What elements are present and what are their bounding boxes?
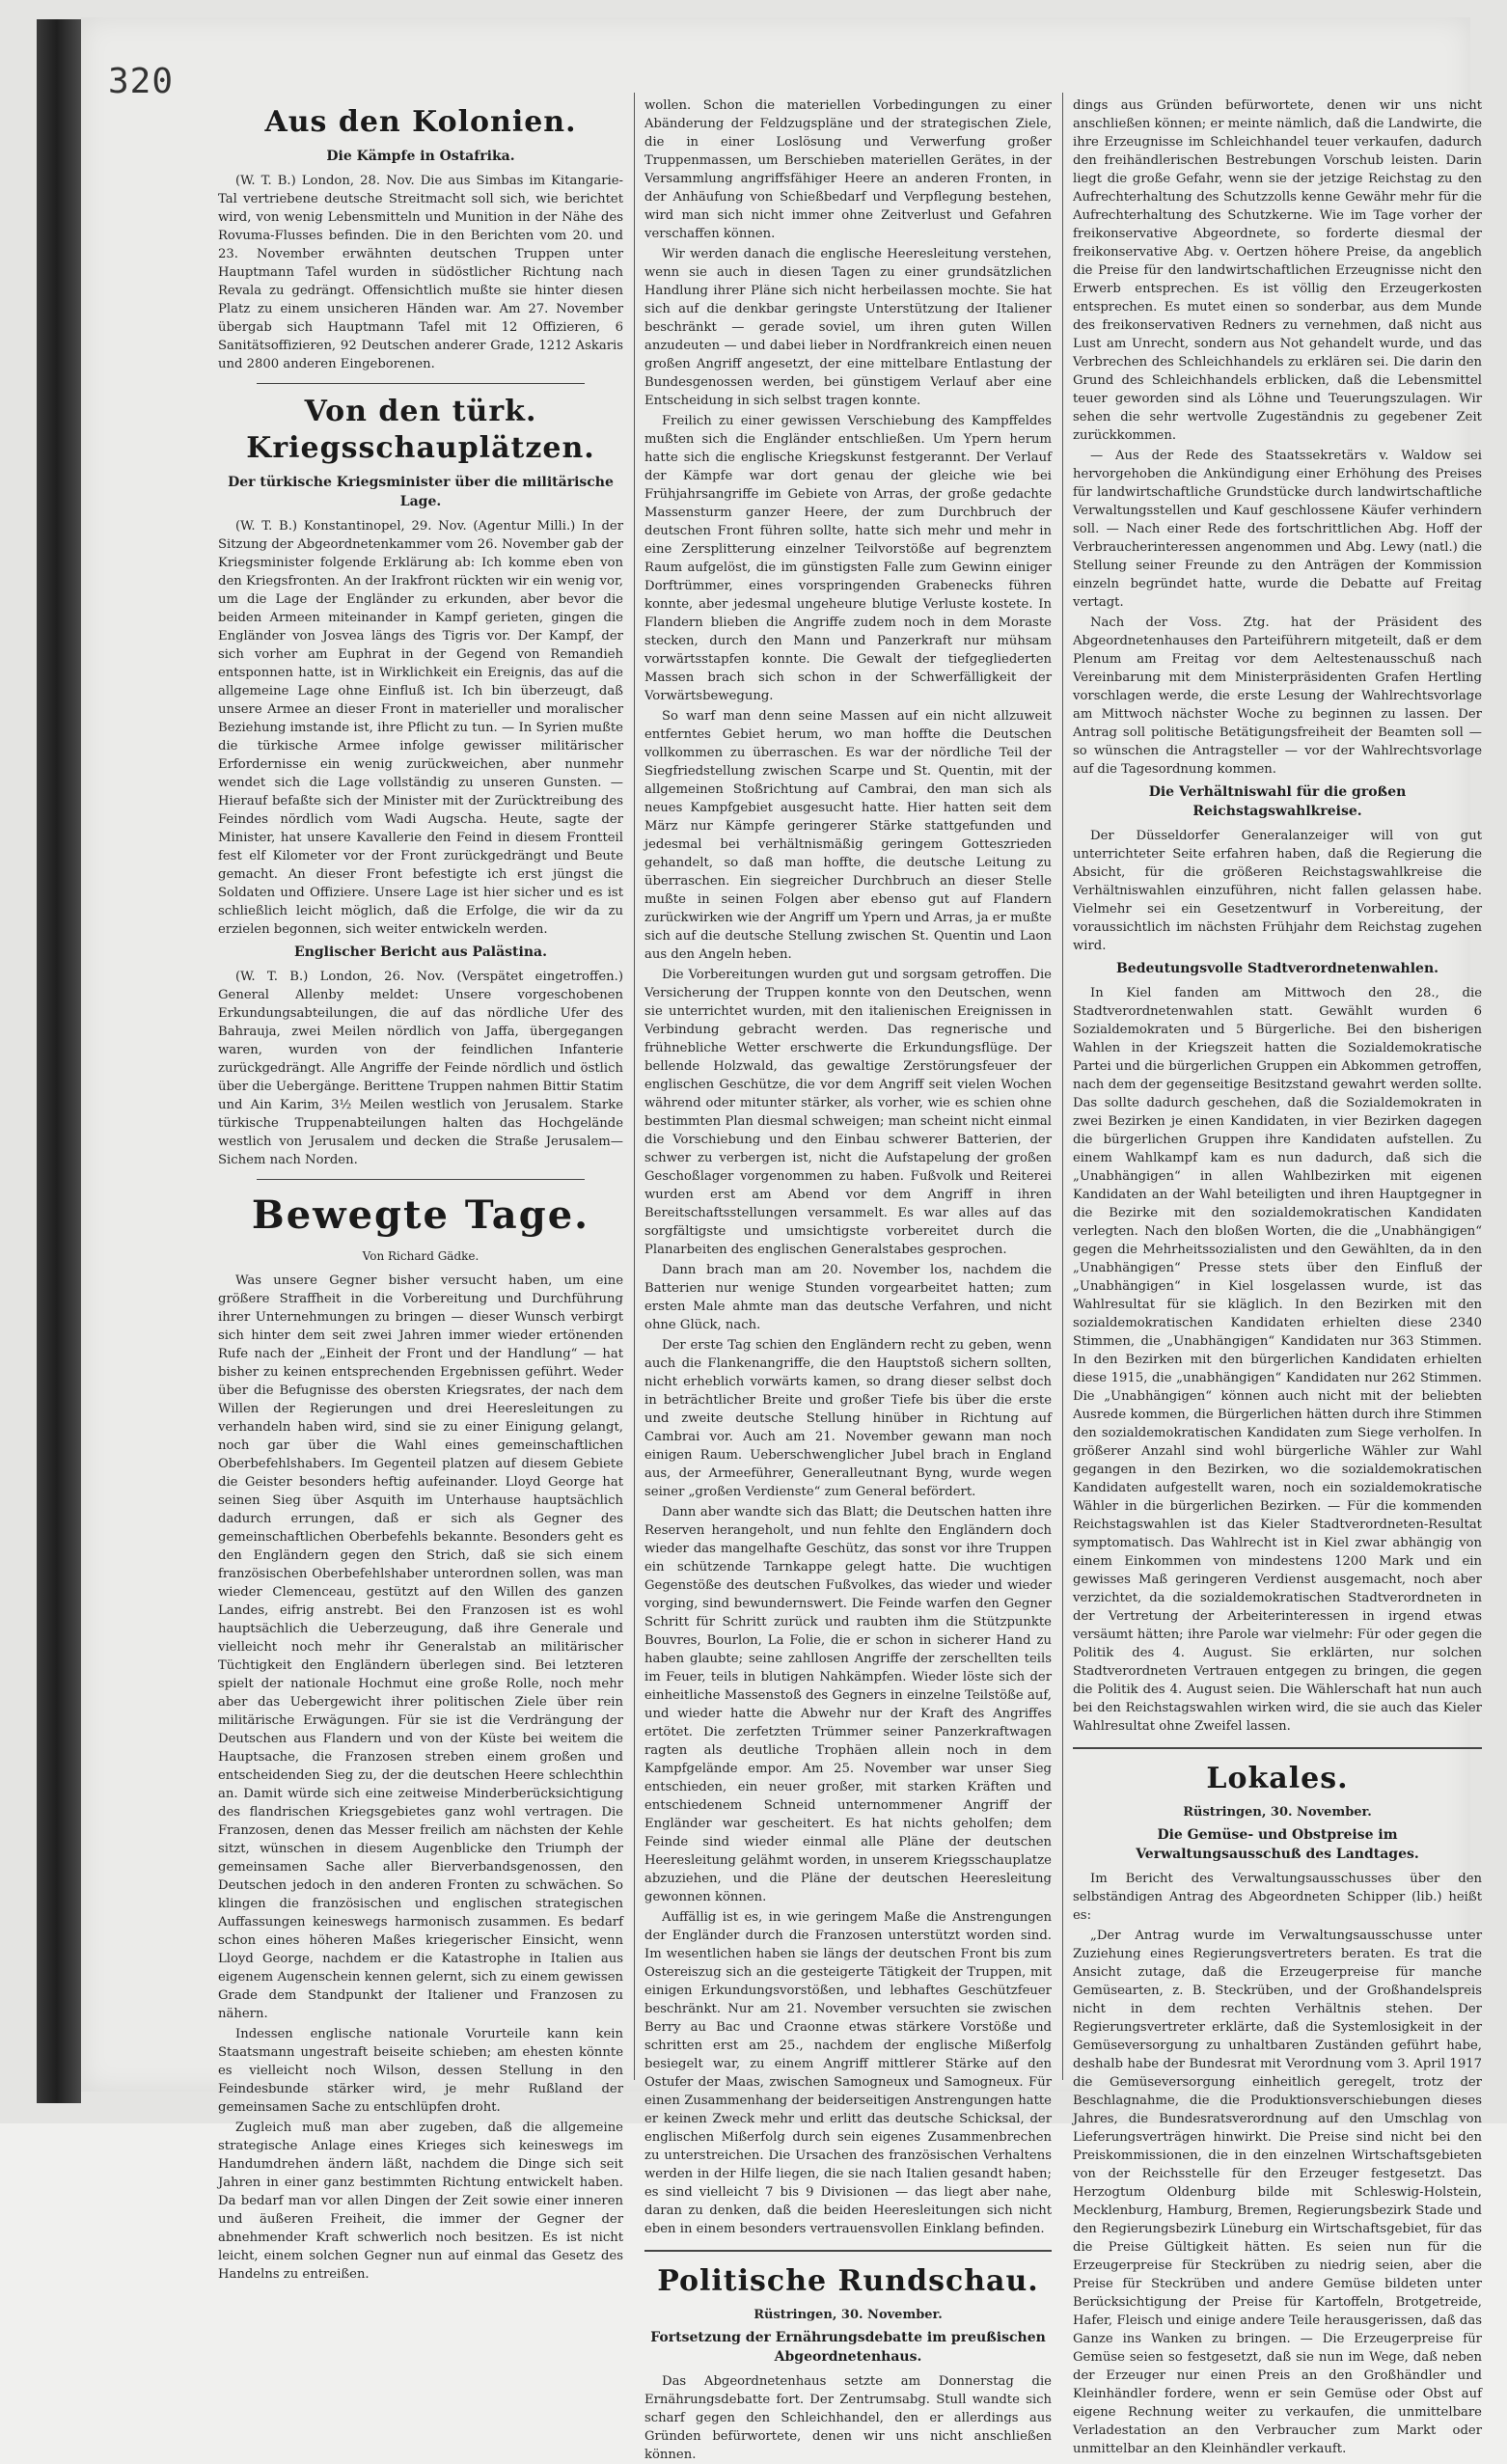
- article-paragraph: (W. T. B.) London, 28. Nov. Die aus Simbas im Kitangarie-Tal vertriebene deutsche Streitmacht soll sich, wie berichtet wird, von wenig Lebensmitteln und Munition in der Nähe des Rovuma-Flusses befinden. Die in den Berichten vom 20. und 23. November erwähnten deutschen Truppen unter Hauptmann Tafel wurden in südöstlicher Richtung nach Revala zu gedrängt. Offensichtlich mußte sie hinter diesen Platz zu einem unsicheren Händen war. Am 27. November übergab sich Hauptmann Tafel mit 12 Offizieren, 6 Sanitätsoffizieren, 92 Deutschen anderer Grade, 1212 Askaris und 2800 anderen Eingeborenen.: [218, 174, 623, 371]
- column-middle: [644, 96, 1052, 2462]
- book-binding: [37, 19, 81, 2103]
- subhead-ernaehrungsdebatte: Fortsetzung der Ernährungsdebatte im preußischen Abgeordnetenhaus.: [650, 2330, 1046, 2365]
- column-rule-2: [1062, 93, 1063, 2080]
- article-paragraph: Freilich zu einer gewissen Verschiebung des Kampffeldes mußten sich die Engländer entschließen. Um Ypern herum hatte sich die englische Kriegskunst festgerannt. Der Verlauf der Kämpfe war dort genau der gleiche wie bei Frühjahrsangriffe im Gebiete von Arras, der große gedachte Massensturm ganzer Heere, der zum Durchbruch der deutschen Front führen sollte, hatte sich mehr und mehr in eine Zersplitterung einzelner Teilvorstöße auf begrenztem Raum aufgelöst, die im günstigsten Falle zum Gewinn einiger Dorftrümmer, eines vorspringenden Grabenecks führen konnte, aber jedesmal ungeheure blutige Verluste kostete. In Flandern blieben die Angriffe zudem noch in dem Moraste stecken, durch den Mann und Panzerkraft nur mühsam vorwärtsstapfen konnte. Die Gewalt der tiefgegliederten Massen brach sich schon in der Schwerfälligkeit der Vorwärtsbewegung.: [644, 414, 1052, 703]
- headline-kolonien: Aus den Kolonien.: [264, 105, 577, 139]
- column-left: [218, 96, 623, 2282]
- article-paragraph: Dann aber wandte sich das Blatt; die Deutschen hatten ihre Reserven herangeholt, und nun fehlte den Engländern doch wieder das mangelhafte Geschütz, das sonst vor ihre Truppen ein schützende Tarnkappe gelegt hatte. Die wuchtigen Gegenstöße des deutschen Fußvolkes, das wieder und wieder vorging, sind bewundernswert. Die Feinde warfen den Gegner Schritt für Schritt zurück und raubten ihm die Stützpunkte Bouvres, Bourlon, La Folie, die er schon in sicherer Hand zu haben glaubte; seine zahllosen Angriffe der zerschellten teils im Feuer, teils in blutigen Nahkämpfen. Wieder löste sich der einheitliche Massenstoß des Gegners in einzelne Teilstöße auf, und wieder hatte die Abwehr nur der Kraft des Angriffes ertötet. Die zerfetzten Trümmer seiner Panzerkraftwagen ragten als deutliche Trophäen allein noch in dem Kampfgelände empor. Am 25. November war unser Sieg entschieden, ein neuer großer, mit starken Kräften und entschiedenem Schneid unternommener Angriff der Engländer war gescheitert. Es hat nichts geholfen; dem Feinde sind wieder einmal alle Pläne der deutschen Heeresleitung gelähmt worden, in unserem Kriegsschauplatze abzuziehen, und die Pläne der deutschen Heeresleitung gewonnen können.: [644, 1505, 1052, 1904]
- article-paragraph: Nach der Voss. Ztg. hat der Präsident des Abgeordnetenhauses den Parteiführern mitgeteilt, daß er dem Plenum am Freitag vor dem Aeltestenausschuß nach Vereinbarung mit dem Ministerpräsidenten Grafen Hertling vorschlagen werde, die erste Lesung der Wahlrechtsvorlage am Mittwoch nächster Woche zu beginnen zu lassen. Der Antrag soll politische Betätigungsfreiheit der Beamten soll — so wünschen die Antragsteller — vor der Wahlrechtsvorlage auf die Tagesordnung kommen.: [1073, 616, 1482, 777]
- divider: [1073, 1747, 1482, 1749]
- subhead-kriegsminister: Der türkische Kriegsminister über die militärische Lage.: [228, 475, 614, 509]
- article-paragraph: „Der Antrag wurde im Verwaltungsausschusse unter Zuziehung eines Regierungsvertreters beraten. Es trat die Ansicht zutage, daß die Erzeugerpreise für manche Gemüsearten, z. B. Steckrüben, und der Großhandelspreis nicht in dem rechten Verhältnis stehen. Der Regierungsvertreter erklärte, daß die Systemlosigkeit in der Gemüseversorgung zu unhaltbaren Zuständen geführt habe, deshalb habe der Bundesrat mit Verordnung vom 3. April 1917 die Gemüseversorgung einheitlich geregelt, trotz der Beschlagnahme, die die Produktionsverschiebungen dieses Jahres, die Bundesratsverordnung auf den Umschlag von Lieferungsverträgen hinwirkt. Die Preise sind nicht bei den Preiskommissionen, die in den einzelnen Wirtschaftsgebieten von der Reichsstelle für den Erzeuger festgesetzt. Das Herzogtum Oldenburg bilde mit Schleswig-Holstein, Mecklenburg, Hamburg, Bremen, Regierungsbezirk Stade und den Regierungsbezirk Lüneburg ein Wirtschaftsgebiet, für das die Preise Gültigkeit hätten. Es seien nun für die Erzeugerpreise für Steckrüben zu niedrig seien, aber die Preise für Steckrüben und andere Gemüse bildeten unter Berücksichtigung der Preise für Kartoffeln, Brotgetreide, Hafer, Fleisch und einige andere Teile herausgerissen, daß das Ganze ins Wanken zu bringen. — Die Erzeugerpreise für Gemüse seien so festgesetzt, daß sie nun im Wege, daß neben der Erzeuger nur einen Preis an den Großhändler und Kleinhändler fordere, wenn er sein Gemüse oder Obst auf eigene Rechnung weiter zu verkaufen, die unmittelbare Verladestation an den Verbraucher zum Markt oder unmittelbar an den Kleinhändler verkauft.: [1073, 1929, 1482, 2456]
- dateline: Rüstringen, 30. November.: [754, 2308, 943, 2322]
- subhead-verhaeltniswahl: Die Verhältniswahl für die großen Reichstagswahlkreise.: [1148, 784, 1407, 819]
- article-paragraph: Die Vorbereitungen wurden gut und sorgsam getroffen. Die Versicherung der Truppen konnte von den Deutschen, wenn sie unterrichtet wurden, mit den italienischen Ereignissen in Verbindung gebracht werden. Das regnerische und frühnebliche Wetter erschwerte die Erkundungsflüge. Der bellende Holzwald, das gewaltige Zerstörungsfeuer der englischen Geschütze, die vor dem Angriff seit vielen Wochen während oder mitunter stärker, als vorher, wie es schien ohne bestimmten Plan diesmal schweigen; man scheint nicht einmal die Vorschiebung und den Einbau schwerer Batterien, der schwer zu verbergen ist, nicht die Aufstapelung der großen Geschoßlager vorgenommen zu haben. Fußvolk und Reiterei wurden erst am Abend vor dem Angriff in ihren Bereitschaftsstellungen versammelt. Es war alles auf das sorgfältigste und umsichtigste vorbereitet durch die Planarbeiten des englischen Generalstabes gesprochen.: [644, 968, 1052, 1257]
- subhead-palaestina: Englischer Bericht aus Palästina.: [294, 945, 547, 960]
- article-paragraph: In Kiel fanden am Mittwoch den 28., die Stadtverordnetenwahlen statt. Gewählt wurden 6 Sozialdemokraten und 5 Bürgerliche. Bei den bisherigen Wahlen in der Kriegszeit hatten die Sozialdemokratische Partei und die bürgerlichen Gruppen ein Abkommen getroffen, nach dem der gegenseitige Besitzstand gewahrt werden sollte. Das sollte dadurch geschehen, daß die Sozialdemokraten in zwei Bezirken je einen Kandidaten, in vier Bezirken dagegen die bürgerlichen Gruppen ihre Kandidaten aufstellen. Zu einem Wahlkampf kam es nun dadurch, daß sich die „Unabhängigen“ in allen Wahlbezirken mit eigenen Kandidaten an der Wahl beteiligten und ihren Hauptgegner in die Bezirke mit den sozialdemokratischen Kandidaten verlegten. Nach den bloßen Worten, die die „Unabhängigen“ gegen die Mehrheitssozialisten und den Gewählten, da in den „Unabhängigen“ Presse stets über den Einfluß der „Unabhängigen“ in Kiel losgelassen wurde, ist das Wahlresultat für sie kläglich. In den Bezirken mit den sozialdemokratischen Kandidaten erhielten diese 2340 Stimmen, die „Unabhängigen“ Kandidaten nur 363 Stimmen. In den Bezirken mit den bürgerlichen Kandidaten erhielten diese 1915, die „unabhängigen“ Kandidaten nur 262 Stimmen. Die „Unabhängigen“ können auch nicht mit der beliebten Ausrede kommen, die Bürgerlichen hätten durch ihre Stimmen den sozialdemokratischen Kandidaten zum Siege verholfen. In größerer Anzahl sind wohl bürgerliche Wähler zur Wahl gegangen in den Bezirken, wo die sozialdemokratischen Kandidaten aufgestellt waren, noch ein sozialdemokratische Wähler in die bürgerlichen Bezirken. — Für die kommenden Reichstagswahlen ist das Kieler Stadtverordneten-Resultat symptomatisch. Das Wahlrecht ist in Kiel zwar abhängig von einem Einkommen von mindestens 1200 Mark und ein gewisses Maß geringeren Verdienst ausgemacht, noch aber verzichtet, da die sozialdemokratischen Stadtverordneten in der Vertretung der Arbeiterinteressen in irgend etwas versäumt hätten; ihre Parole war vielmehr: Für oder gegen die Politik des 4. August. Sie erklärten, nur solchen Stadtverordneten Vertrauen entgegen zu bringen, die gegen die Politik des 4. August seien. Die Wählerschaft hat nun auch bei den Reichstagswahlen wirken wird, die sie auch das Kieler Wahlresultat ohne Zweifel lassen.: [1073, 986, 1482, 1734]
- byline: Von Richard Gädke.: [362, 1249, 480, 1263]
- article-paragraph: — Aus der Rede des Staatssekretärs v. Waldow sei hervorgehoben die Ankündigung einer Erhöhung des Preises für landwirtschaftliche Grundstücke durch landwirtschaftliche Verwaltungsstellen und Kauf geschlossene Käufer verhindern soll. — Nach einer Rede des fortschrittlichen Abg. Hoff der Verbraucherinteressen angenommen und Abg. Lewy (natl.) die Stellung seiner Freunde zu den Anträgen der Kommission einzeln begründet hatte, wurde die Debatte auf Freitag vertagt.: [1073, 449, 1482, 610]
- article-paragraph: So warf man denn seine Massen auf ein nicht allzuweit entferntes Gebiet herum, wo man hoffte die Deutschen vollkommen zu überraschen. Es war der nördliche Teil der Siegfriedstellung zwischen Scarpe und St. Quentin, mit der allgemeinen Stoßrichtung auf Cambrai, den man sich als neues Kampfgebiet ausgesucht hatte. Hier hatten seit dem März nur Kämpfe geringerer Stärke stattgefunden und jedesmal bei verhältnismäßig geringem Gotteszrieden gehandelt, so daß man hoffte, die deutsche Leitung zu überraschen. Ein siegreicher Durchbruch an dieser Stelle mußte in seinen Folgen aber ebenso gut auf Flandern zurückwirken wie der Angriff um Ypern und Arras, ja er mußte sich auf die deutsche Stellung zwischen St. Quentin und Laon aus den Angeln heben.: [644, 709, 1052, 962]
- headline-bewegte-tage: Bewegte Tage.: [251, 1192, 590, 1238]
- article-paragraph: dings aus Gründen befürwortete, denen wir uns nicht anschließen können; er meinte nämlich, daß die Landwirte, die ihre Erzeugnisse im Schleichhandel teuer verkaufen, dadurch den freihändlerischen Bestrebungen Vorschub leisten. Darin liegt die große Gefahr, wenn sie der jetzige Reichstag zu den Aufrechterhaltung des Schutzzolls kenne Gewähr mehr für die Aufrechterhaltung des Schutzkerne. Wie im Tage vorher der freikonservative Abgeordnete, so forderte diesmal der freikonservative Abg. v. Oertzen höhere Preise, da angeblich die Preise für den landwirtschaftlichen Erzeugnisse nicht den Erwerb entsprechen. Es ist völlig den Erzeugerkosten entsprechen. Es mutet einen so sonderbar, aus dem Munde des freikonservativen Redners zu vernehmen, daß nicht aus Lust am Unrecht, sondern aus Not gehandelt wurde, und das Verbrechen des Schleichhandels zu erklären sei. Die darin den Grund des Schleichhandels erblicken, daß die Lebensmittel teuer geworden sind als Löhne und Teuerungszulagen. Wir sehen die sehr wertvolle Zugeständnis zu gegebener Zeit zurückkommen.: [1073, 98, 1482, 443]
- headline-politische-rundschau: Politische Rundschau.: [657, 2264, 1039, 2298]
- article-paragraph: Das Abgeordnetenhaus setzte am Donnerstag die Ernährungsdebatte fort. Der Zentrumsabg. Stull wandte sich scharf gegen den Schleichhandel, den er allerdings aus Gründen befürwortete, denen wir uns nicht anschließen können.: [644, 2374, 1052, 2462]
- article-paragraph: wollen. Schon die materiellen Vorbedingungen zu einer Abänderung der Feldzugspläne und der strategischen Ziele, die in einer Loslösung und Verwerfung großer Truppenmassen, um Berschieben materiellen Gerätes, in der Versammlung angriffsfähiger Heere an anderen Fronten, in der Anhäufung von Schießbedarf und Verpflegung bestehen, wird man sich nicht immer ohne Zeitverlust und Gefahren verschaffen können.: [644, 98, 1052, 241]
- divider: [257, 383, 585, 384]
- headline-lokales: Lokales.: [1206, 1762, 1349, 1795]
- article-paragraph: Was unsere Gegner bisher versucht haben, um eine größere Straffheit in die Vorbereitung und Durchführung ihrer Unternehmungen zu bringen — dieser Wunsch verbirgt sich hinter dem seit zwei Jahren immer wieder ertönenden Rufe nach der „Einheit der Front und der Handlung“ — hat bisher zu keinen entsprechenden Ergebnissen geführt. Weder über die Befugnisse des obersten Kriegsrates, der nach dem Willen der Regierungen und drei Heeresleitungen zu verhandeln haben wird, sind sie zu einer Einigung gelangt, noch gar über die Wahl eines gemeinschaftlichen Oberbefehlshabers. Im Gegenteil platzen auf diesem Gebiete die Geister besonders heftig aufeinander. Lloyd George hat seinen Sieg über Asquith im Unterhause hauptsächlich dadurch errungen, daß er sich als Gegner des gemeinschaftlichen Oberbefehls bekannte. Besonders geht es den Engländern gegen den Strich, daß sie sich einem französischen Oberbefehlshaber unterordnen sollen, was man wieder Clemenceau, gestützt auf den Willen des ganzen Landes, eifrig anstrebt. Bei den Franzosen ist es wohl hauptsächlich die Ueberzeugung, daß ihre Generale und vielleicht noch mehr ihr Generalstab an militärischer Tüchtigkeit den Engländern überlegen sind. Bei letzteren spielt der nationale Hochmut eine große Rolle, noch mehr aber das Uebergewicht ihrer politischen Ziele über rein militärische Erwägungen. Für sie ist die Verdrängung der Deutschen aus Flandern und von der Küste bei weitem die Hauptsache, die Franzosen streben einem großen und entscheidenden Sieg zu, der die deutschen Heere schlechthin an. Damit würde sich eine zeitweise Minderberücksichtigung des flandrischen Kriegsgebietes ganz wohl vertragen. Die Franzosen, denen das Messer freilich am nächsten der Kehle sitzt, wünschen in diesem Augenblicke den Triumph der gemeinsamen Sache aller Bierverbandsgenossen, den Deutschen jedoch in den anderen Fronten zu schwächen. So klingen die französischen und englischen strategischen Auffassungen keineswegs harmonisch zusammen. Es bedarf schon eines höheren Maßes kriegerischer Einsicht, wenn Lloyd George, nachdem er die Katastrophe in Italien aus eigenem Augenschein kennen gelernt, sich zu einem gewissen Grade dem Standpunkt der Italiener und Franzosen zu nähern.: [218, 1273, 623, 2021]
- article-paragraph: Wir werden danach die englische Heeresleitung verstehen, wenn sie auch in diesen Tagen zu einer grundsätzlichen Handlung ihrer Pläne sich nicht herbeilassen mochte. Sie hat sich auf die denkbar geringste Unterstützung der Italiener beschränkt — gerade soviel, um ihren guten Willen anzudeuten — und dabei lieber in Nordfrankreich einen neuen großen Angriff angesetzt, der eine mittelbare Entlastung der Bundesgenossen werden, bei günstigem Verlauf aber eine Entscheidung in sich selbst tragen konnte.: [644, 247, 1052, 408]
- column-right: [1073, 96, 1482, 2456]
- article-paragraph: Dann brach man am 20. November los, nachdem die Batterien nur wenige Stunden vorgearbeitet hatten; zum ersten Male ahmte man das deutsche Verfahren, und nicht ohne Glück, nach.: [644, 1263, 1052, 1332]
- divider: [257, 1179, 585, 1180]
- article-paragraph: (W. T. B.) London, 26. Nov. (Verspätet eingetroffen.) General Allenby meldet: Unsere vorgeschobenen Erkundungsabteilungen, die auf das nördliche Ufer des Bahrauja, zwei Meilen nördlich von Jaffa, übergegangen waren, wurden von der feindlichen Infanterie zurückgedrängt. Alle Angriffe der Feinde nördlich und östlich über die Uebergänge. Berittene Truppen nahmen Bittir Statim und Ain Karim, 3½ Meilen westlich von Jerusalem. Starke türkische Truppenabteilungen halten das Hochgelände westlich von Jerusalem und decken die Straße Jerusalem—Sichem nach Norden.: [218, 970, 623, 1167]
- divider: [644, 2250, 1052, 2252]
- dateline: Rüstringen, 30. November.: [1183, 1805, 1372, 1820]
- subhead-stadtverordnetenwahlen: Bedeutungsvolle Stadtverordnetenwahlen.: [1115, 961, 1439, 976]
- article-paragraph: Im Bericht des Verwaltungsausschusses über den selbständigen Antrag des Abgeordneten Schipper (lib.) heißt es:: [1073, 1872, 1482, 1923]
- subhead-gemuesepreise: Die Gemüse- und Obstpreise im Verwaltungsausschuß des Landtages.: [1136, 1827, 1419, 1862]
- column-rule-1: [634, 93, 635, 2080]
- article-paragraph: Der erste Tag schien den Engländern recht zu geben, wenn auch die Flankenangriffe, die den Hauptstoß sichern sollten, nicht erheblich vorwärts kamen, so drang dieser selbst doch in beträchtlicher Breite und großer Tiefe bis über die erste und zweite deutsche Stellung hinüber in Richtung auf Cambrai vor. Auch am 21. November gewann man noch einigen Raum. Ueberschwenglicher Jubel brach in England aus, der Armeeführer, Generalleutnant Byng, wurde wegen seiner „großen Verdienste“ zum General befördert.: [644, 1338, 1052, 1499]
- subhead-ostafrika: Die Kämpfe in Ostafrika.: [326, 149, 515, 164]
- page-number: 320: [108, 62, 175, 101]
- article-paragraph: Auffällig ist es, in wie geringem Maße die Anstrengungen der Engländer durch die Franzosen unterstützt worden sind. Im wesentlichen haben sie längs der deutschen Front bis zum Ostereiszug sich an die gesteigerte Tätigkeit der Truppen, mit einigen Erkundungsvorstößen, und lebhaftes Geschützfeuer beschränkt. Nur am 21. November versuchten sie zwischen Berry au Bac und Craonne etwas stärkere Vorstöße und schritten erst am 25., nachdem der englische Mißerfolg besiegelt war, zu einem Angriff mittlerer Stärke auf den Ostufer der Maas, zwischen Samogneux und Samogneux. Für einen Zusammenhang der beiderseitigen Anstrengungen hatte er keinen Zweck mehr und erlitt das deutsche Schicksal, der englischen Mißerfolg durch sein eigenes Zusammenbrechen zu unterstreichen. Die Ursachen des französischen Verhaltens werden in der Hilfe liegen, die sie nach Italien gesandt haben; es sind vielleicht 7 bis 9 Divisionen — das liegt aber nahe, daran zu denken, daß die beiden Heeresleitungen sich nicht eben in einem besonders vertrauensvollen Einklang befinden.: [644, 1910, 1052, 2236]
- article-paragraph: Zugleich muß man aber zugeben, daß die allgemeine strategische Anlage eines Krieges sich keineswegs im Handumdrehen ändern läßt, nachdem die Dinge sich seit Jahren in einer ganz bestimmten Richtung entwickelt haben. Da bedarf man vor allen Dingen der Zeit sowie einer inneren und äußeren Freiheit, die immer der Gegner der abnehmender Kraft schwerlich noch besitzen. Es ist nicht leicht, einem solchen Gegner nun auf einmal das Gesetz des Handelns zu entreißen.: [218, 2121, 623, 2282]
- article-paragraph: (W. T. B.) Konstantinopel, 29. Nov. (Agentur Milli.) In der Sitzung der Abgeordnetenkammer vom 26. November gab der Kriegsminister folgende Erklärung ab: Ich komme eben von den Kriegsfronten. An der Irakfront rückten wir ein wenig vor, um die Lage der Engländer zu erkunden, aber bevor die beiden Armeen miteinander in Kampf gerieten, gingen die Engländer von Josvea längs des Tigris vor. Der Kampf, der sich vorher am Euphrat in der Gegend von Remandieh entsponnen hatte, ist in Wirklichkeit ein Ereignis, das auf die allgemeine Lage ohne Einfluß ist. Ich bin überzeugt, daß unsere Armee an dieser Front in materieller und moralischer Beziehung imstande ist, ihre Pflicht zu tun. — In Syrien mußte die türkische Armee infolge gewisser militärischer Erfordernisse ein wenig zurückweichen, aber nunmehr wendet sich die Lage vollständig zu unseren Gunsten. — Hierauf befaßte sich der Minister mit der Zurücktreibung des Feindes nördlich vom Wadi Augscha. Heute, sagte der Minister, hat unsere Kavallerie den Feind in diesem Frontteil fest elf Kilometer vor der Front zurückgedrängt und Beute gemacht. An dieser Front befestigte ich erst jüngst die Soldaten und Offiziere. Unsere Lage ist hier sicher und es ist schließlich leicht möglich, daß die Erfolge, die wir da zu erzielen begonnen, sich weiter entwickeln werden.: [218, 519, 623, 937]
- article-paragraph: Der Düsseldorfer Generalanzeiger will von gut unterrichteter Seite erfahren haben, daß die Regierung die Absicht, für die größeren Reichstagswahlkreise die Verhältniswahlen einzuführen, nicht fallen gelassen habe. Vielmehr sei ein Gesetzentwurf in Vorbereitung, der voraussichtlich im nächsten Frühjahr dem Reichstag zugehen wird.: [1073, 829, 1482, 953]
- article-paragraph: Indessen englische nationale Vorurteile kann kein Staatsmann ungestraft beiseite schieben; am ehesten könnte es vielleicht noch Wilson, dessen Stellung in den Feindesbunde stärker wird, je mehr Rußland der gemeinsamen Sache zu entschlüpfen droht.: [218, 2027, 623, 2115]
- headline-kriegsschauplaetze: Von den türk. Kriegsschauplätzen.: [246, 395, 595, 465]
